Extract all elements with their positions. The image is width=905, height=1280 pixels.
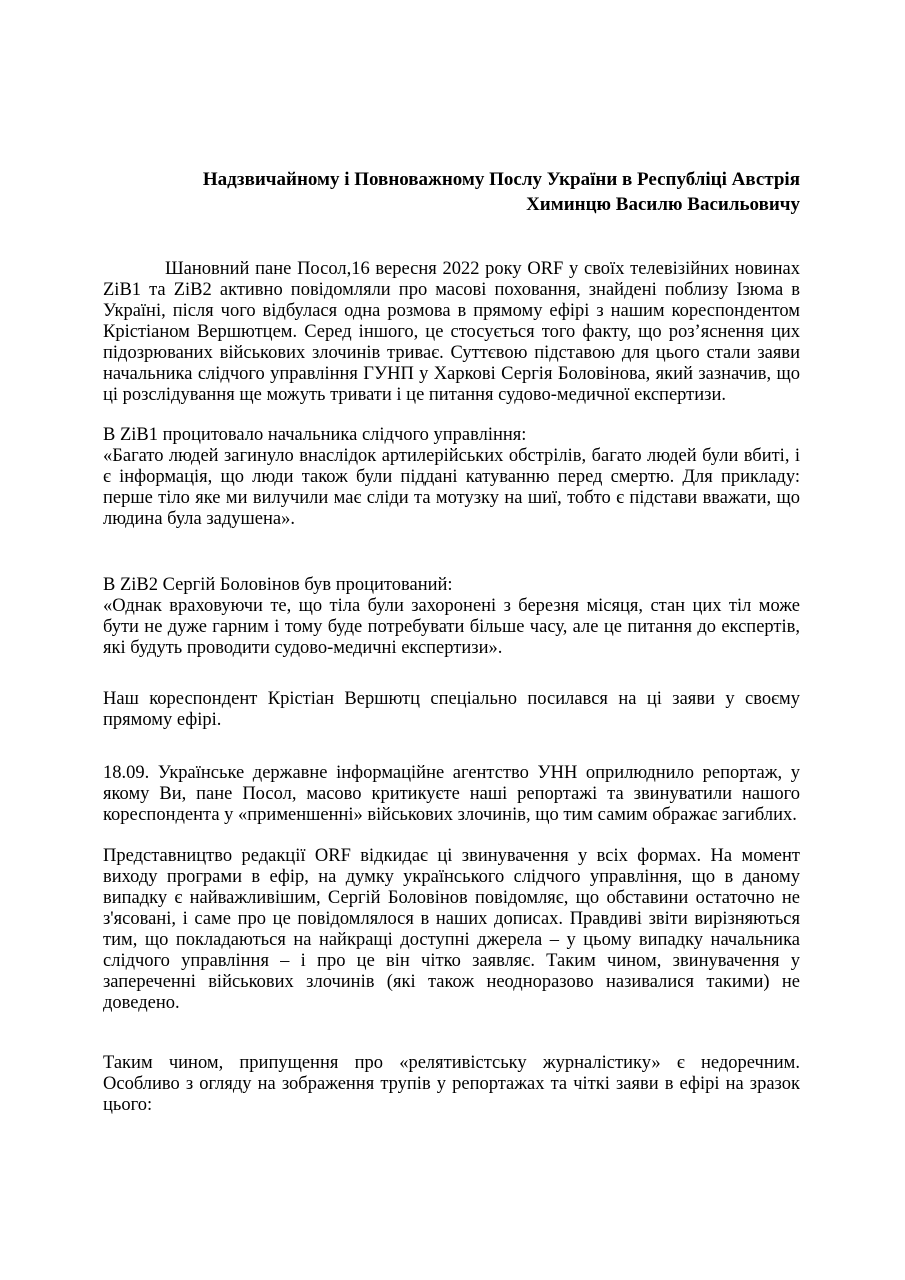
paragraph-orf-response: Представництво редакції ORF відкидає ці звинувачення у всіх формах. На момент виходу програми в ефір, на думку українського слідчого управління, що в даному випадку є найважливішим, Сергій Боловінов повідомляє, що обставини остаточно не з'ясовані, і саме про це повідомлялося в наших дописах. Правдиві звіти вирізняються тим, що покладаються на найкращі доступні джерела – у цьому випадку начальника слідчого управління – і про це він чітко заявляє. Таким чином, звинувачення у запереченні військових злочинів (які також неодноразово називалися такими) не доведено.: [103, 846, 800, 1013]
recipient-line-1: Надзвичайному і Повноважному Послу України в Республіці Австрія: [202, 169, 800, 190]
paragraph-zib1-intro: В ZiB1 процитовало начальника слідчого управління:: [103, 425, 527, 445]
paragraph-zib2-intro: В ZiB2 Сергій Боловінов був процитований:: [103, 575, 453, 595]
paragraph-correspondent-note: Наш кореспондент Крістіан Вершютц спеціально посилався на ці заяви у своєму прямому ефірі.: [103, 689, 800, 730]
paragraph-unn-report: 18.09. Українське державне інформаційне агентство УНН оприлюднило репортаж, у якому Ви, пане Посол, масово критикуєте наші репортажі та звинуватили нашого кореспондента у «применшенні» військових злочинів, що тим самим ображає загиблих.: [103, 763, 800, 825]
paragraph-conclusion: Таким чином, припущення про «релятивістську журналістику» є недоречним. Особливо з огляду на зображення трупів у репортажах та чіткі заяви в ефірі на зразок цього:: [103, 1053, 800, 1115]
recipient-line-2: Химинцю Василю Васильовичу: [526, 194, 800, 215]
paragraph-zib1-quote: «Багато людей загинуло внаслідок артилерійських обстрілів, багато людей були вбиті, і є інформація, що люди також були піддані катуванню перед смертю. Для прикладу: перше тіло яке ми вилучили має сліди та мотузку на шиї, тобто є підстави вважати, що людина була задушена».: [103, 446, 800, 529]
paragraph-salutation: Шановний пане Посол,16 вересня 2022 року ORF у своїх телевізійних новинах ZiB1 та ZiB2 активно повідомляли про масові поховання, знайдені поблизу Ізюма в Україні, після чого відбулася одна розмова в прямому ефірі з нашим кореспондентом Крістіаном Вершютцем. Серед іншого, це стосується того факту, що роз’яснення цих підозрюваних військових злочинів триває. Суттєвою підставою для цього стали заяви начальника слідчого управління ГУНП у Харкові Сергія Боловінова, який зазначив, що ці розслідування ще можуть тривати і це питання судово-медичної експертизи.: [103, 259, 800, 405]
paragraph-zib2-quote: «Однак враховуючи те, що тіла були захоронені з березня місяця, стан цих тіл може бути не дуже гарним і тому буде потребувати більше часу, але це питання до експертів, які будуть проводити судово-медичні експертизи».: [103, 596, 800, 658]
recipient-block: [103, 167, 800, 217]
